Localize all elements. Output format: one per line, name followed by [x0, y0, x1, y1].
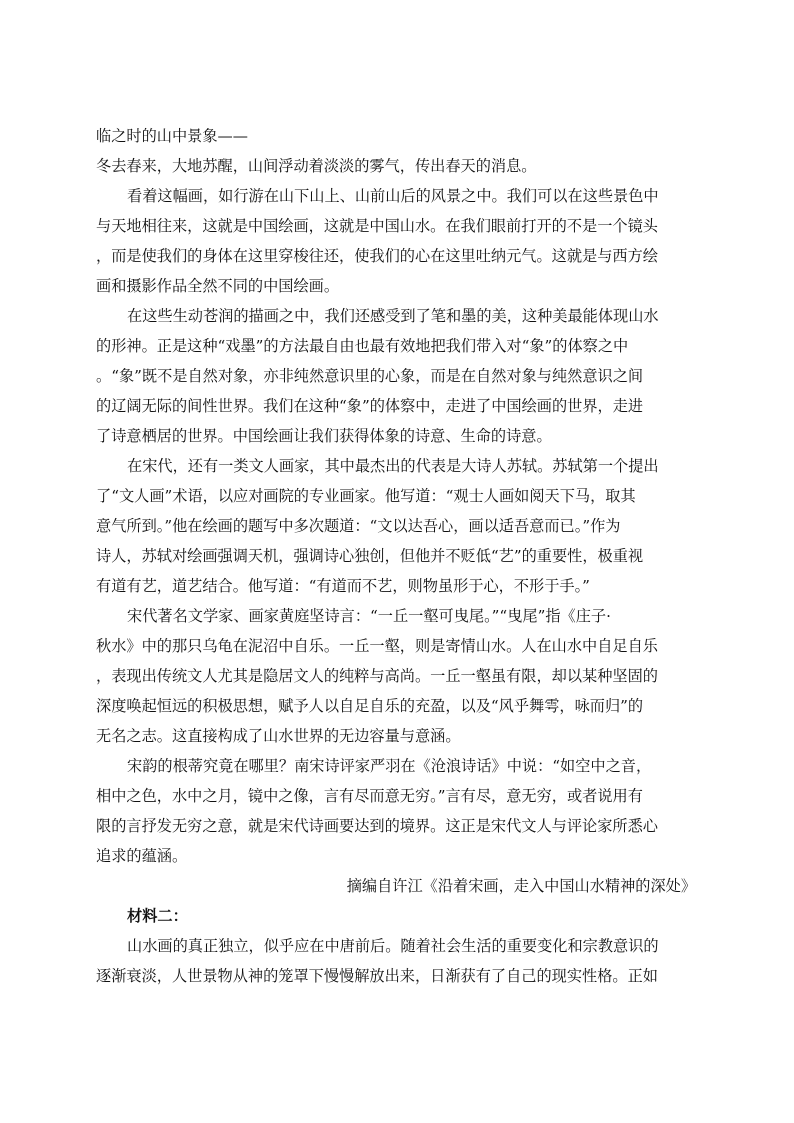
- text-line: 限的言抒发无穷之意，就是宋代诗画要达到的境界。这正是宋代文人与评论家所悉心: [96, 817, 658, 835]
- text-line: 秋水》中的那只乌龟在泥沼中自乐。一丘一壑，则是寄情山水。人在山水中自足自乐: [96, 637, 658, 655]
- text-line: 了“文人画”术语，以应对画院的专业画家。他写道：“观士人画如阅天下马，取其: [96, 487, 636, 505]
- paragraph-start-line: 山水画的真正独立，似乎应在中唐前后。随着社会生活的重要变化和宗教意识的: [127, 937, 659, 955]
- text-line: 的形神。正是这种“戏墨”的方法最自由也最有效地把我们带入对“象”的体察之中: [96, 337, 629, 355]
- text-line: 逐渐衰淡，人世景物从神的笼罩下慢慢解放出来，日渐获有了自己的现实性格。正如: [96, 967, 658, 985]
- text-line: 追求的蕴涵。: [96, 847, 188, 865]
- text-line: 临之时的山中景象——: [96, 127, 248, 145]
- paragraph-start-line: 看着这幅画，如行游在山下山上、山前山后的风景之中。我们可以在这些景色中: [127, 187, 659, 205]
- text-line: 意气所到。”他在绘画的题写中多次题道：“文以达吾心，画以适吾意而已。”作为: [96, 517, 621, 535]
- text-line: 了诗意栖居的世界。中国绘画让我们获得体象的诗意、生命的诗意。: [96, 427, 552, 445]
- text-line: 深度唤起恒远的积极思想，赋予人以自足自乐的充盈，以及“风乎舞雩，咏而归”的: [96, 697, 644, 715]
- text-line: 无名之志。这直接构成了山水世界的无边容量与意涵。: [96, 727, 461, 745]
- text-line: 的辽阔无际的间性世界。我们在这种“象”的体察中，走进了中国绘画的世界，走进: [96, 397, 644, 415]
- text-line: ，表现出传统文人尤其是隐居文人的纯粹与高尚。一丘一壑虽有限，却以某种坚固的: [96, 667, 658, 685]
- text-line: 有道有艺，道艺结合。他写道：“有道而不艺，则物虽形于心，不形于手。”: [96, 577, 590, 595]
- text-line: ，而是使我们的身体在这里穿梭往还，使我们的心在这里吐纳元气。这就是与西方绘: [96, 247, 658, 265]
- text-line: 相中之色，水中之月，镜中之像，言有尽而意无穷。”言有尽，意无穷，或者说用有: [96, 787, 643, 805]
- text-line: 诗人，苏轼对绘画强调天机，强调诗心独创，但他并不贬低“艺”的重要性，极重视: [96, 547, 644, 565]
- text-line: 。“象”既不是自然对象，亦非纯然意识里的心象，而是在自然对象与纯然意识之间: [96, 367, 644, 385]
- paragraph-start-line: 在这些生动苍润的描画之中，我们还感受到了笔和墨的美，这种美最能体现山水: [127, 307, 659, 325]
- text-line: 冬去春来，大地苏醒，山间浮动着淡淡的雾气，传出春天的消息。: [96, 157, 537, 175]
- text-line: 画和摄影作品全然不同的中国绘画。: [96, 277, 339, 295]
- source-citation: 摘编自许江《沿着宋画，走入中国山水精神的深处》: [346, 877, 696, 895]
- paragraph-start-line: 在宋代，还有一类文人画家，其中最杰出的代表是大诗人苏轼。苏轼第一个提出: [127, 457, 659, 475]
- text-line: 与天地相往来，这就是中国绘画，这就是中国山水。在我们眼前打开的不是一个镜头: [96, 217, 658, 235]
- section-heading: 材料二：: [127, 907, 188, 925]
- paragraph-start-line: 宋代著名文学家、画家黄庭坚诗言：“一丘一壑可曳尾。”“曳尾”指《庄子·: [127, 607, 611, 625]
- paragraph-start-line: 宋韵的根蒂究竟在哪里？南宋诗评家严羽在《沧浪诗话》中说：“如空中之音，: [127, 757, 652, 775]
